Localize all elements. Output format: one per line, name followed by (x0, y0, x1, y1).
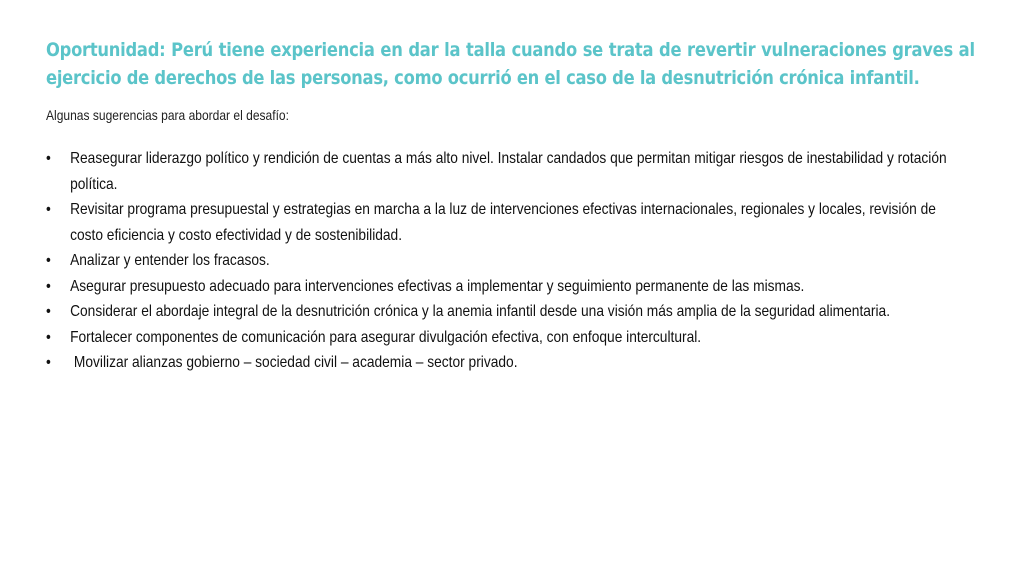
list-item (46, 299, 971, 325)
bullet-icon: • (46, 303, 51, 320)
list-item-text: Revisitar programa presupuestal y estrategias en marcha a la luz de intervenciones efectivas internacionales, regionales y locales, revisión de costo eficiencia y costo efectividad y de sostenibilidad. (70, 201, 936, 244)
list-item (46, 274, 971, 300)
bullet-icon: • (46, 354, 51, 371)
list-item (46, 350, 971, 376)
list-item (46, 325, 971, 351)
list-item (46, 146, 971, 197)
bullet-icon: • (46, 328, 51, 346)
slide-title: Oportunidad: Perú tiene experiencia en dar la talla cuando se trata de revertir vulneraciones graves al ejercicio de derechos de las personas, como ocurrió en el caso de la desnutrición crónica infantil. (46, 39, 975, 89)
list-item-text: Reasegurar liderazgo político y rendición de cuentas a más alto nivel. Instalar candados que permitan mitigar riesgos de inestabilidad y rotación política. (70, 150, 947, 193)
bullet-icon: • (46, 252, 51, 269)
bullet-icon: • (46, 150, 51, 167)
list-item-text: Analizar y entender los fracasos. (70, 252, 270, 269)
bullet-icon: • (46, 201, 51, 218)
list-item-text: Asegurar presupuesto adecuado para intervenciones efectivas a implementar y seguimiento permanente de las mismas. (70, 277, 805, 295)
bullet-icon: • (46, 277, 51, 295)
intro-text: Algunas sugerencias para abordar el desafío: (46, 107, 289, 123)
list-item-text: Fortalecer componentes de comunicación para asegurar divulgación efectiva, con enfoque intercultural. (70, 328, 702, 346)
list-item-text: Movilizar alianzas gobierno – sociedad civil – academia – sector privado. (70, 354, 518, 371)
list-item-text: Considerar el abordaje integral de la desnutrición crónica y la anemia infantil desde una visión más amplia de la seguridad alimentaria. (70, 303, 891, 320)
list-item (46, 197, 971, 248)
suggestion-list (46, 146, 971, 376)
list-item (46, 248, 971, 274)
